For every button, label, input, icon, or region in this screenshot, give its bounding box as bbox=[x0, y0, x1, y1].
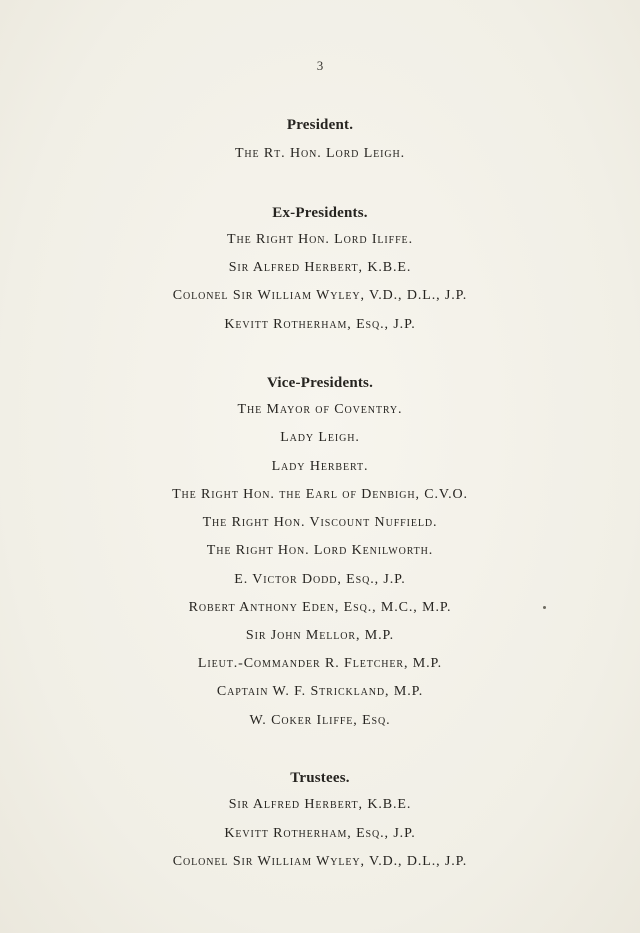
ex-president-name: Kevitt Rotherham, Esq., J.P. bbox=[224, 317, 416, 332]
vice-president-name: Lady Herbert. bbox=[271, 459, 369, 474]
vice-president-name: Captain W. F. Strickland, M.P. bbox=[216, 684, 424, 699]
vice-president-name: Lady Leigh. bbox=[280, 430, 360, 445]
trustee-name: Kevitt Rotherham, Esq., J.P. bbox=[224, 826, 416, 841]
section-heading-president: President. bbox=[286, 117, 354, 133]
vice-president-name: The Right Hon. the Earl of Denbigh, C.V.O. bbox=[172, 487, 468, 502]
section-heading-trustees: Trustees. bbox=[290, 770, 350, 786]
paper-speck bbox=[543, 606, 546, 609]
ex-president-name: Colonel Sir William Wyley, V.D., D.L., J.P. bbox=[172, 288, 468, 303]
vice-president-name: The Right Hon. Viscount Nuffield. bbox=[202, 515, 438, 530]
vice-president-name: The Mayor of Coventry. bbox=[237, 402, 403, 417]
ex-president-name: The Right Hon. Lord Iliffe. bbox=[227, 232, 413, 247]
vice-president-name: Sir John Mellor, M.P. bbox=[245, 628, 395, 643]
trustee-name: Sir Alfred Herbert, K.B.E. bbox=[228, 797, 412, 812]
vice-president-name: E. Victor Dodd, Esq., J.P. bbox=[234, 572, 406, 587]
ex-president-name: Sir Alfred Herbert, K.B.E. bbox=[228, 260, 412, 275]
vice-president-name: The Right Hon. Lord Kenilworth. bbox=[206, 543, 434, 558]
section-heading-vice-presidents: Vice-Presidents. bbox=[266, 375, 374, 391]
page-number: 3 bbox=[316, 58, 324, 73]
vice-president-name: W. Coker Iliffe, Esq. bbox=[249, 713, 391, 728]
president-name: The Rt. Hon. Lord Leigh. bbox=[234, 146, 406, 161]
vice-president-name: Lieut.-Commander R. Fletcher, M.P. bbox=[197, 656, 443, 671]
vice-president-name: Robert Anthony Eden, Esq., M.C., M.P. bbox=[188, 600, 452, 615]
trustee-name: Colonel Sir William Wyley, V.D., D.L., J.P. bbox=[172, 854, 468, 869]
section-heading-ex-presidents: Ex-Presidents. bbox=[272, 205, 368, 221]
